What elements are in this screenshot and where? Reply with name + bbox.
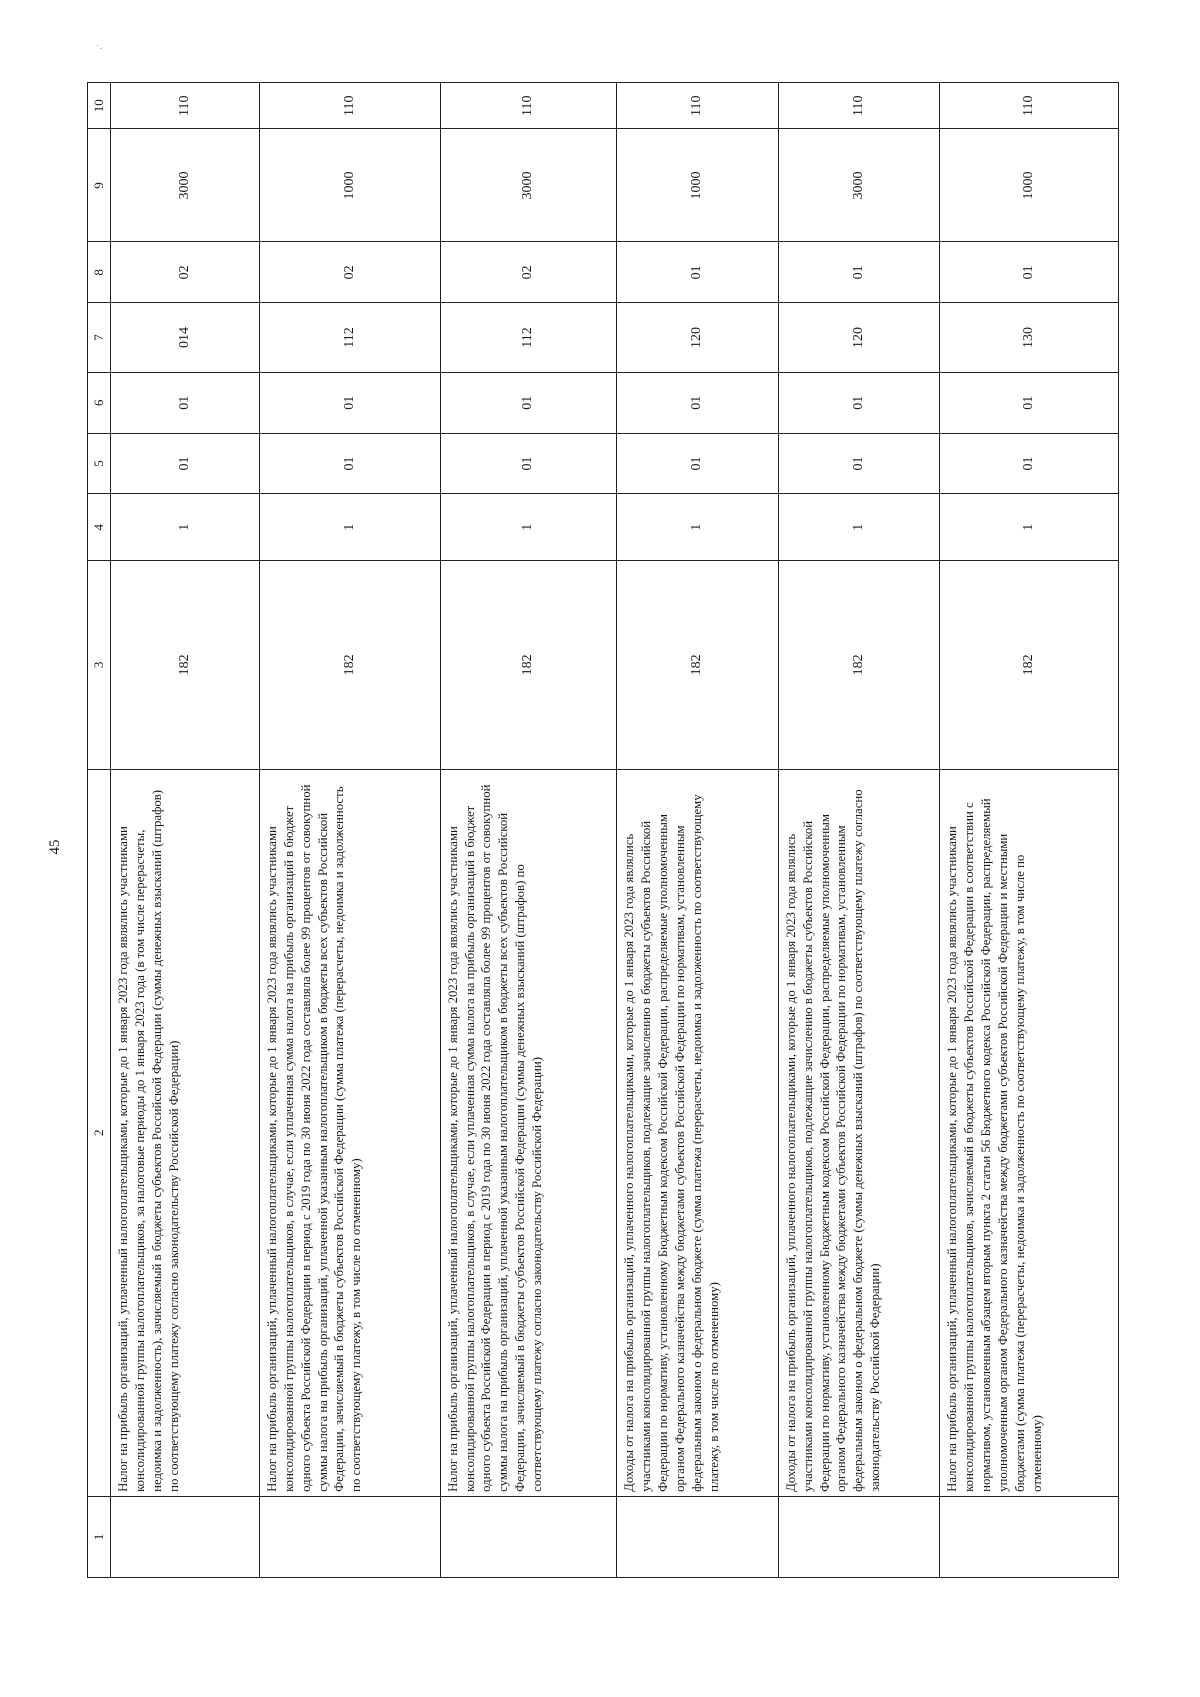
code-cell: 1 [111, 494, 260, 561]
code-cell: 1 [617, 494, 779, 561]
code-cell: 02 [440, 242, 617, 303]
code-cell: 110 [617, 83, 779, 129]
header-cell: 10 [88, 83, 111, 129]
code-cell: 1 [778, 494, 940, 561]
description-cell: Доходы от налога на прибыль организаций, уплаченного налогоплательщиками, которые до 1 января 2023 года являлись участниками консолидированной группы налогоплательщиков, подлежащие зачислению в бюджеты субъектов Российской Федерации по нормативу, установленному Бюджетным кодексом Российской Федерации, распределяемые уполномоченным органом Федерального казначейства между бюджетами субъектов Российской Федерации по нормативам, установленным федеральным законом о федеральном бюджете (суммы денежных взысканий (штрафов) по соответствующему платежу согласно законодательству Российской Федерации) [778, 769, 940, 1496]
row-number-cell [111, 1496, 260, 1577]
header-cell: 3 [88, 561, 111, 770]
description-cell: Налог на прибыль организаций, уплаченный налогоплательщиками, которые до 1 января 2023 года являлись участниками консолидированной группы налогоплательщиков, в случае, если уплаченная сумма налога на прибыль организаций в бюджет одного субъекта Российской Федерации в период с 2019 года по 30 июня 2022 года составляла более 99 процентов от совокупной суммы налога на прибыль организаций, уплаченной указанным налогоплательщиком в бюджеты всех субъектов Российской Федерации, зачисляемый в бюджеты субъектов Российской Федерации (суммы денежных взысканий (штрафов) по соответствующему платежу согласно законодательству Российской Федерации) [440, 769, 617, 1496]
row-number-cell [778, 1496, 940, 1577]
code-cell: 120 [778, 303, 940, 373]
table-row [259, 83, 440, 1578]
description-cell: Налог на прибыль организаций, уплаченный налогоплательщиками, которые до 1 января 2023 года являлись участниками консолидированной группы налогоплательщиков, за налоговые периоды до 1 января 2023 года (в том числе перерасчеты, недоимка и задолженность), зачисляемый в бюджеты субъектов Российской Федерации (суммы денежных взысканий (штрафов) по соответствующему платежу согласно законодательству Российской Федерации) [111, 769, 260, 1496]
scan-mark: ·. [96, 40, 103, 52]
code-cell: 01 [111, 372, 260, 433]
code-cell: 110 [778, 83, 940, 129]
code-cell: 3000 [778, 129, 940, 242]
header-cell: 9 [88, 129, 111, 242]
header-cell: 7 [88, 303, 111, 373]
code-cell: 3000 [440, 129, 617, 242]
code-cell: 01 [778, 433, 940, 494]
row-number-cell [440, 1496, 617, 1577]
code-cell: 01 [259, 372, 440, 433]
code-cell: 1 [259, 494, 440, 561]
code-cell: 110 [259, 83, 440, 129]
rotated-table-container [87, 82, 1119, 1578]
code-cell: 02 [111, 242, 260, 303]
code-cell: 110 [440, 83, 617, 129]
row-number-cell [617, 1496, 779, 1577]
table-row [940, 83, 1119, 1578]
admin-code-cell: 182 [940, 561, 1119, 770]
code-cell: 120 [617, 303, 779, 373]
code-cell: 3000 [111, 129, 260, 242]
code-cell: 110 [111, 83, 260, 129]
code-cell: 110 [940, 83, 1119, 129]
header-cell: 2 [88, 769, 111, 1496]
table-row [617, 83, 779, 1578]
header-cell: 8 [88, 242, 111, 303]
admin-code-cell: 182 [259, 561, 440, 770]
code-cell: 01 [940, 433, 1119, 494]
code-cell: 01 [940, 242, 1119, 303]
code-cell: 130 [940, 303, 1119, 373]
header-row [88, 83, 111, 1578]
budget-classification-table [87, 82, 1119, 1578]
code-cell: 014 [111, 303, 260, 373]
code-cell: 1000 [940, 129, 1119, 242]
code-cell: 01 [259, 433, 440, 494]
page-number: 45 [47, 839, 63, 855]
row-number-cell [940, 1496, 1119, 1577]
code-cell: 01 [778, 242, 940, 303]
code-cell: 01 [940, 372, 1119, 433]
code-cell: 1 [440, 494, 617, 561]
code-cell: 02 [259, 242, 440, 303]
header-cell: 4 [88, 494, 111, 561]
code-cell: 01 [440, 372, 617, 433]
admin-code-cell: 182 [778, 561, 940, 770]
table-row [778, 83, 940, 1578]
code-cell: 01 [617, 372, 779, 433]
table-row [440, 83, 617, 1578]
description-cell: Налог на прибыль организаций, уплаченный налогоплательщиками, которые до 1 января 2023 года являлись участниками консолидированной группы налогоплательщиков, в случае, если уплаченная сумма налога на прибыль организаций в бюджет одного субъекта Российской Федерации в период с 2019 года по 30 июня 2022 года составляла более 99 процентов от совокупной суммы налога на прибыль организаций, уплаченной указанным налогоплательщиком в бюджеты всех субъектов Российской Федерации, зачисляемый в бюджеты субъектов Российской Федерации (сумма платежа (перерасчеты, недоимка и задолженность по соответствующему платежу, в том числе по отмененному) [259, 769, 440, 1496]
description-cell: Налог на прибыль организаций, уплаченный налогоплательщиками, которые до 1 января 2023 года являлись участниками консолидированной группы налогоплательщиков, зачисляемый в бюджеты субъектов Российской Федерации в соответствии с нормативом, установленным абзацем вторым пункта 2 статьи 56 Бюджетного кодекса Российской Федерации, распределяемый уполномоченным органом Федерального казначейства между бюджетами субъектов Российской Федерации и местными бюджетами (сумма платежа (перерасчеты, недоимка и задолженность по соответствующему платежу, в том числе по отмененному) [940, 769, 1119, 1496]
code-cell: 112 [440, 303, 617, 373]
description-cell: Доходы от налога на прибыль организаций, уплаченного налогоплательщиками, которые до 1 января 2023 года являлись участниками консолидированной группы налогоплательщиков, подлежащие зачислению в бюджеты субъектов Российской Федерации по нормативу, установленному Бюджетным кодексом Российской Федерации, распределяемые уполномоченным органом Федерального казначейства между бюджетами субъектов Российской Федерации по нормативам, установленным федеральным законом о федеральном бюджете (сумма платежа (перерасчеты, недоимка и задолженность по соответствующему платежу, в том числе по отмененному) [617, 769, 779, 1496]
row-number-cell [259, 1496, 440, 1577]
table-row [111, 83, 260, 1578]
code-cell: 01 [111, 433, 260, 494]
code-cell: 01 [440, 433, 617, 494]
code-cell: 1 [940, 494, 1119, 561]
code-cell: 1000 [259, 129, 440, 242]
admin-code-cell: 182 [440, 561, 617, 770]
code-cell: 01 [617, 433, 779, 494]
code-cell: 01 [778, 372, 940, 433]
admin-code-cell: 182 [111, 561, 260, 770]
code-cell: 01 [617, 242, 779, 303]
code-cell: 1000 [617, 129, 779, 242]
header-cell: 5 [88, 433, 111, 494]
header-cell: 6 [88, 372, 111, 433]
header-cell: 1 [88, 1496, 111, 1577]
admin-code-cell: 182 [617, 561, 779, 770]
code-cell: 112 [259, 303, 440, 373]
